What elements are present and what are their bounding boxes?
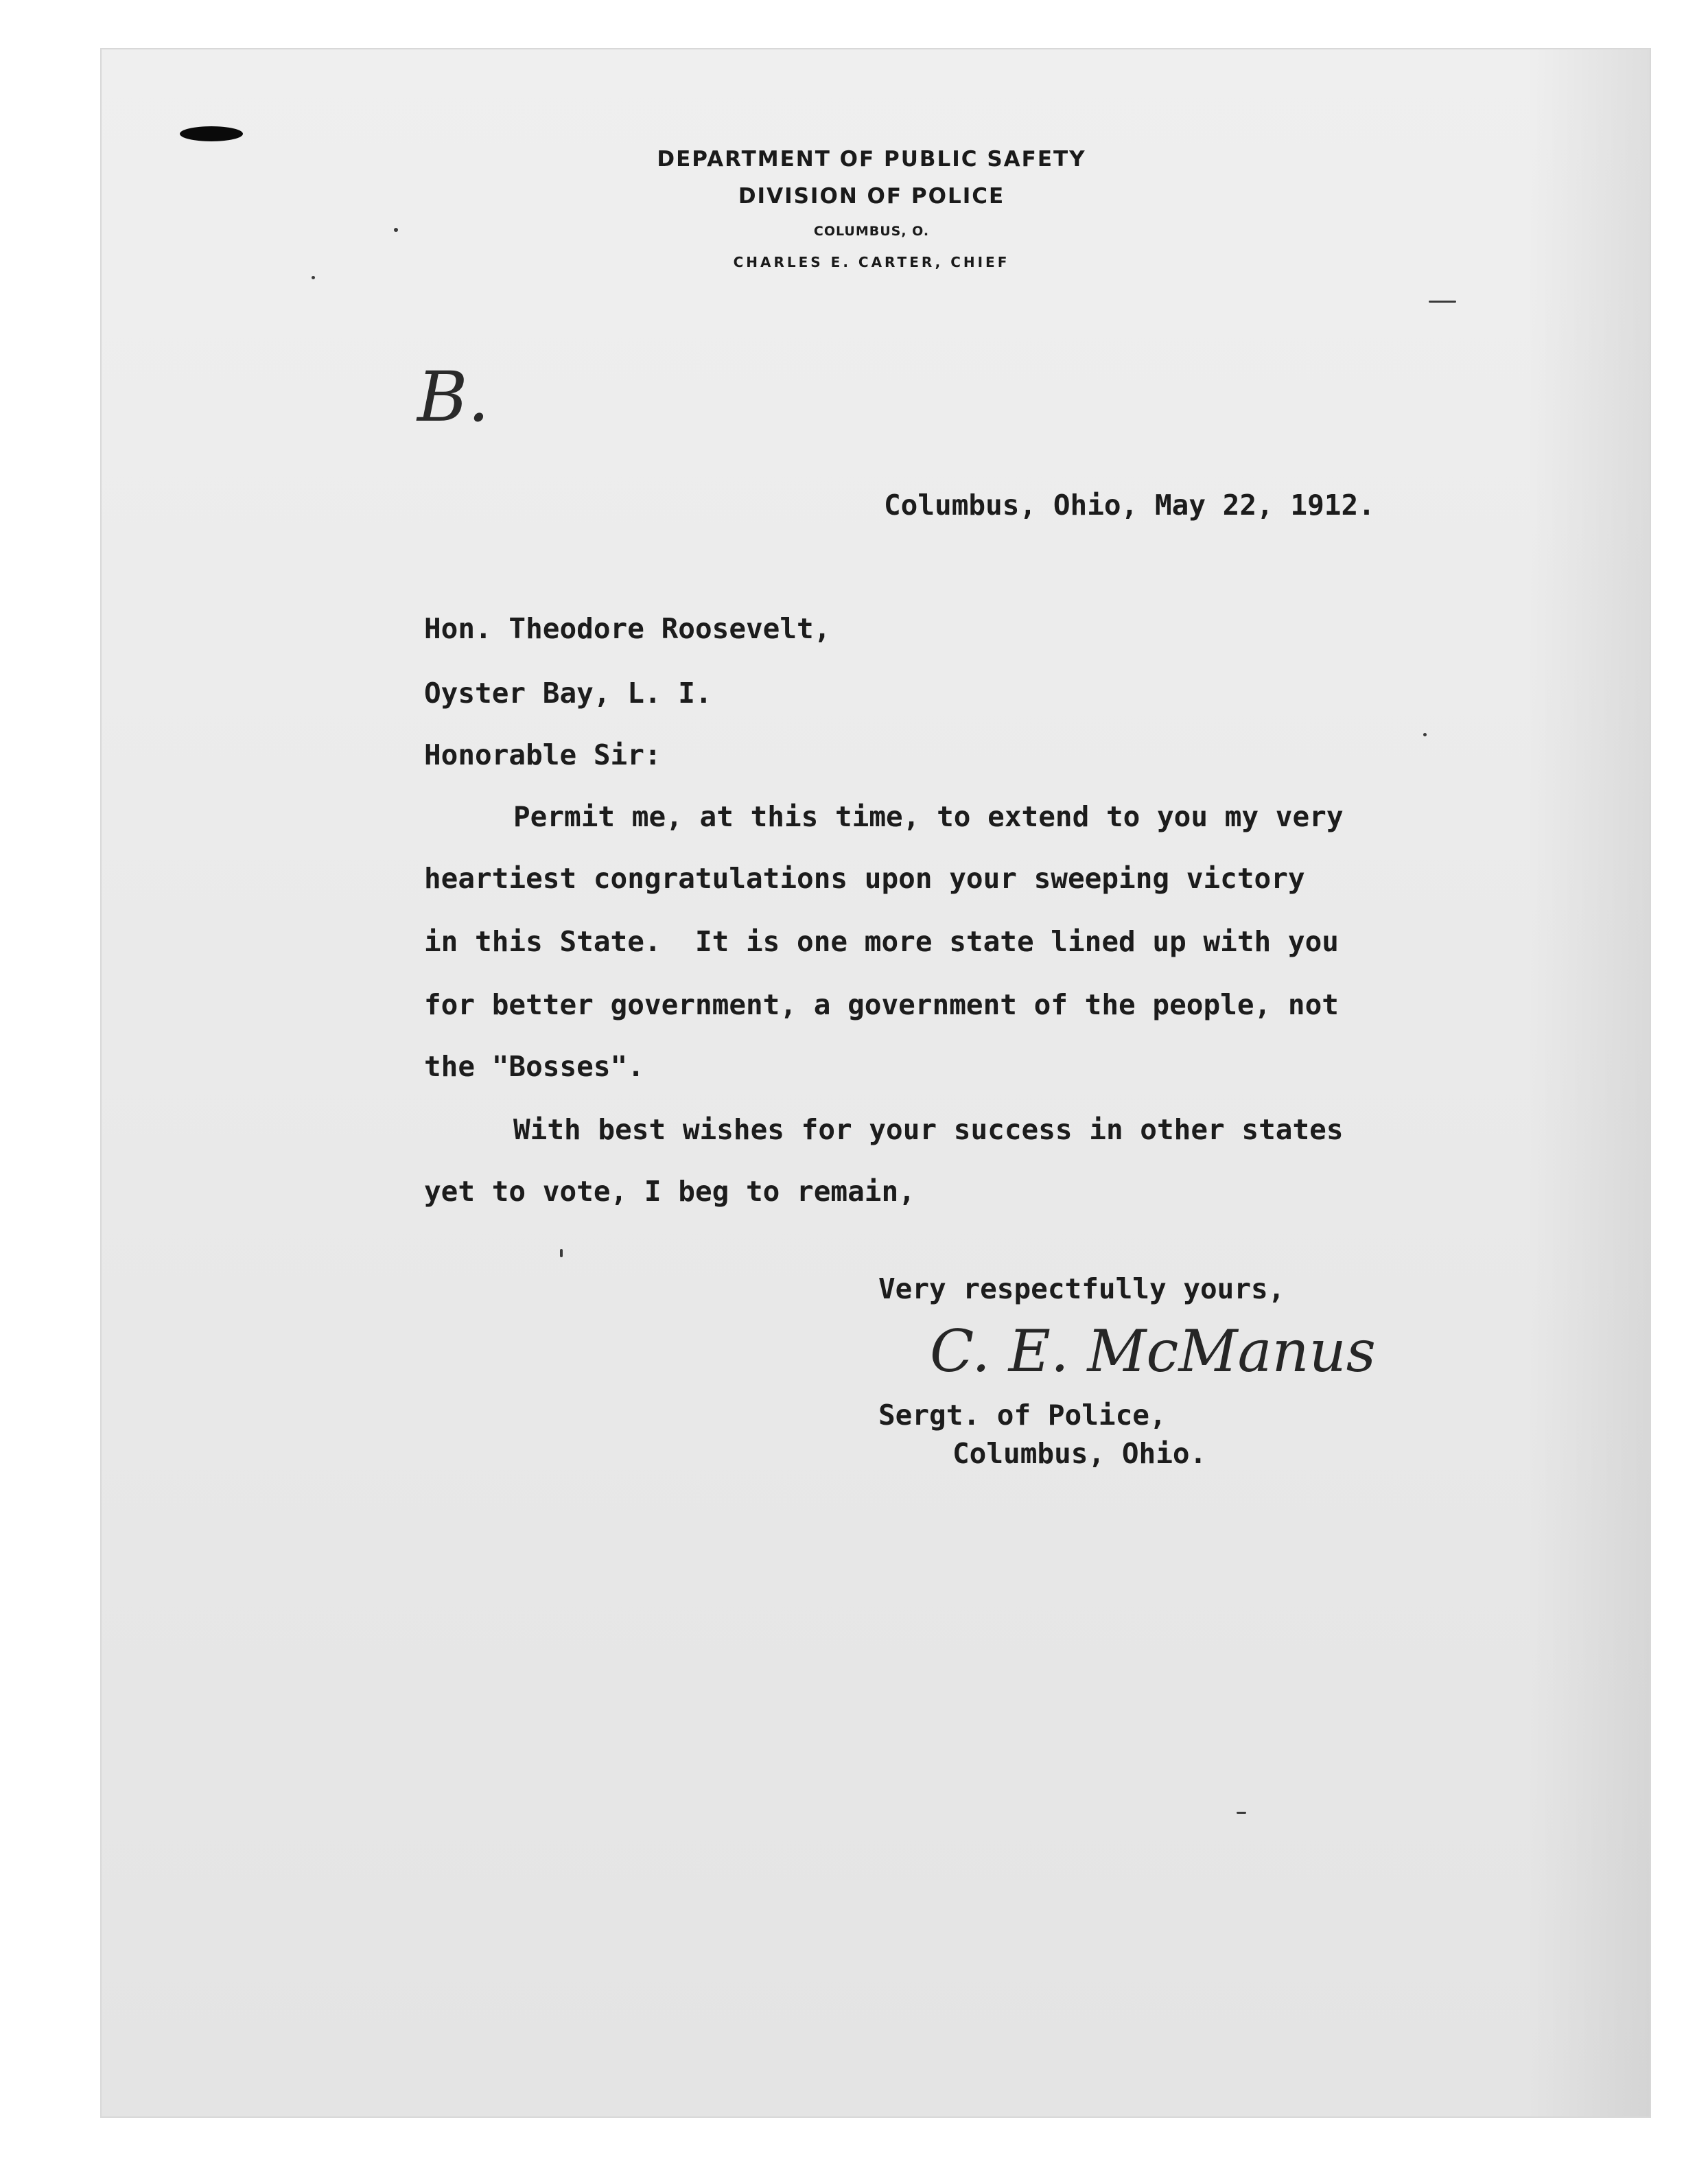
recipient-name: Hon. Theodore Roosevelt,: [424, 612, 831, 645]
letterhead-city: COLUMBUS, O.: [813, 224, 930, 239]
letterhead-department: DEPARTMENT OF PUBLIC SAFETY: [657, 147, 1086, 172]
body-line: in this State. It is one more state lined up with you: [424, 925, 1339, 958]
letter-sheet: [102, 49, 1650, 2116]
signer-city: Columbus, Ohio.: [952, 1437, 1207, 1470]
handwritten-mark: B.: [417, 357, 490, 437]
body-line: With best wishes for your success in other states: [513, 1113, 1344, 1146]
punch-hole: [180, 126, 243, 141]
closing: Very respectfully yours,: [878, 1272, 1285, 1305]
letterhead-division: DIVISION OF POLICE: [738, 184, 1005, 209]
body-line: Permit me, at this time, to extend to you my very: [513, 800, 1344, 833]
recipient-address: Oyster Bay, L. I.: [424, 677, 712, 710]
paper-speck: [1423, 733, 1427, 736]
signature: C. E. McManus: [930, 1318, 1376, 1385]
paper-speck: [312, 276, 315, 279]
paper-speck: [1429, 301, 1456, 303]
letterhead: [590, 147, 1153, 270]
dateline: Columbus, Ohio, May 22, 1912.: [884, 489, 1375, 522]
body-line: heartiest congratulations upon your sweeping victory: [424, 862, 1305, 895]
signer-title: Sergt. of Police,: [878, 1399, 1167, 1432]
paper-speck: [394, 228, 398, 232]
paper-speck: [1237, 1812, 1246, 1814]
letterhead-chief: CHARLES E. CARTER, CHIEF: [733, 254, 1010, 270]
body-line: for better government, a government of the people, not: [424, 988, 1339, 1021]
salutation: Honorable Sir:: [424, 738, 662, 771]
body-line: yet to vote, I beg to remain,: [424, 1175, 915, 1208]
body-line: the "Bosses".: [424, 1050, 644, 1083]
sheet-shadow: [1526, 49, 1650, 2116]
paper-speck: [560, 1249, 563, 1257]
